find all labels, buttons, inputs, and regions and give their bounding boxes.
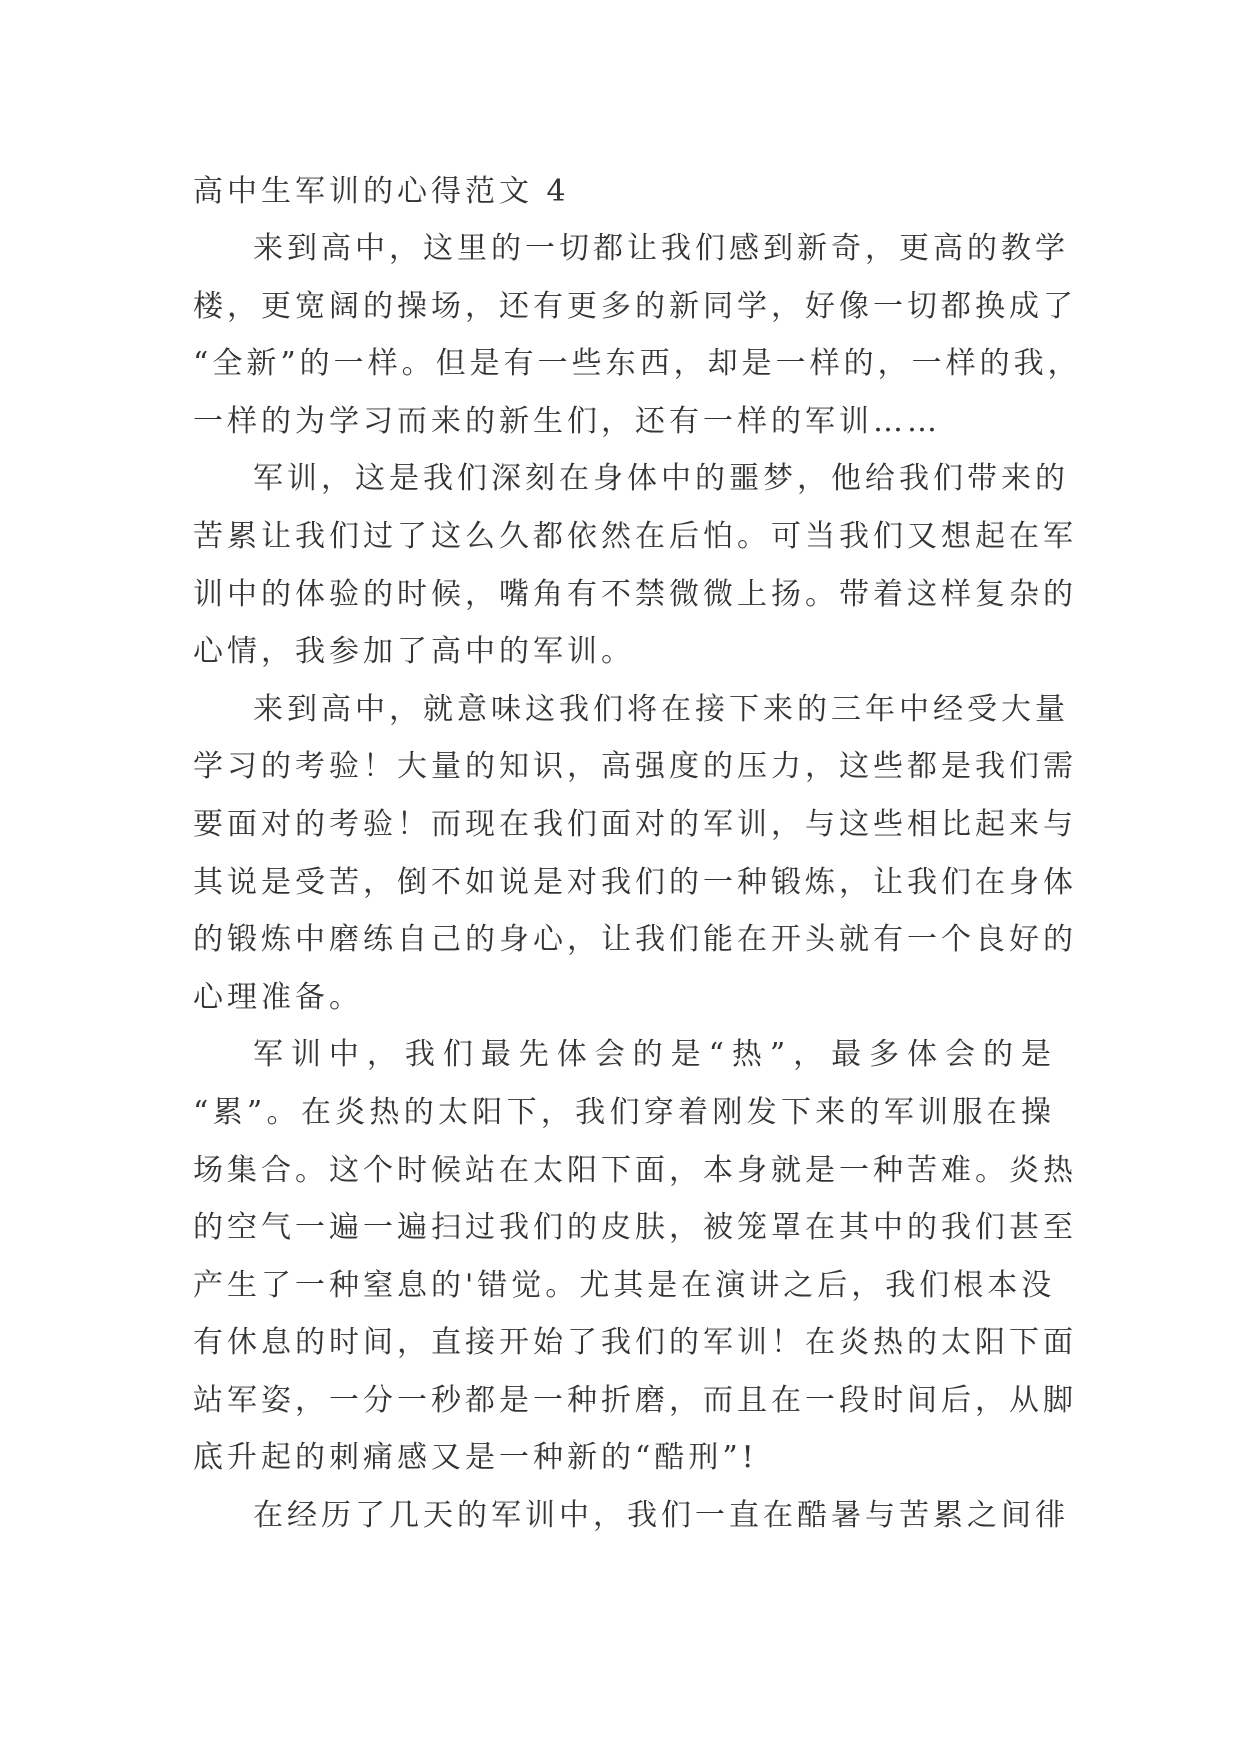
text-line: 心理准备。 [193, 979, 363, 1015]
text-line: 场集合。这个时候站在太阳下面，本身就是一种苦难。炎热 [193, 1152, 1077, 1188]
text-line: 军训，这是我们深刻在身体中的噩梦，他给我们带来的 [253, 461, 1069, 497]
text-line: 其说是受苦，倒不如说是对我们的一种锻炼，让我们在身体 [193, 864, 1077, 900]
text-line: 在经历了几天的军训中，我们一直在酷暑与苦累之间徘 [253, 1498, 1069, 1534]
text-line: 心情，我参加了高中的军训。 [193, 634, 635, 670]
text-line: 苦累让我们过了这么久都依然在后怕。可当我们又想起在军 [193, 518, 1077, 554]
text-line: 来到高中，这里的一切都让我们感到新奇，更高的教学 [253, 231, 1069, 266]
paragraph-2 [193, 450, 1077, 680]
text-line: 学习的考验！大量的知识，高强度的压力，这些都是我们需 [193, 749, 1077, 785]
text-line: 要面对的考验！而现在我们面对的军训，与这些相比起来与 [193, 806, 1077, 842]
text-line: “全新”的一样。但是有一些东西，却是一样的，一样的我， [193, 346, 1082, 382]
text-line: 有休息的时间，直接开始了我们的军训！在炎热的太阳下面 [193, 1325, 1077, 1361]
paragraph-5 [193, 1487, 1069, 1545]
paragraph-3 [193, 681, 1077, 1027]
text-line: 训中的体验的时候，嘴角有不禁微微上扬。带着这样复杂的 [193, 576, 1077, 612]
text-line: 产生了一种窒息的'错觉。尤其是在演讲之后，我们根本没 [193, 1267, 1056, 1303]
document-body [193, 163, 1082, 1545]
document-title: 高中生军训的心得范文 4 [193, 174, 570, 209]
text-line: 一样的为学习而来的新生们，还有一样的军训…… [193, 403, 941, 439]
text-line: 的空气一遍一遍扫过我们的皮肤，被笼罩在其中的我们甚至 [193, 1210, 1077, 1246]
text-line: “累”。在炎热的太阳下，我们穿着刚发下来的军训服在操 [193, 1094, 1055, 1130]
text-line: 底升起的刺痛感又是一种新的“酷刑”! [193, 1440, 758, 1476]
paragraph-1 [193, 220, 1082, 450]
text-line: 来到高中，就意味这我们将在接下来的三年中经受大量 [253, 691, 1069, 727]
text-line: 军训中，我们最先体会的是“热”，最多体会的是 [253, 1037, 1055, 1073]
text-line: 站军姿，一分一秒都是一种折磨，而且在一段时间后，从脚 [193, 1382, 1077, 1418]
paragraph-4 [193, 1026, 1077, 1487]
text-line: 楼，更宽阔的操场，还有更多的新同学，好像一切都换成了 [193, 288, 1077, 324]
text-line: 的锻炼中磨练自己的身心，让我们能在开头就有一个良好的 [193, 922, 1077, 958]
